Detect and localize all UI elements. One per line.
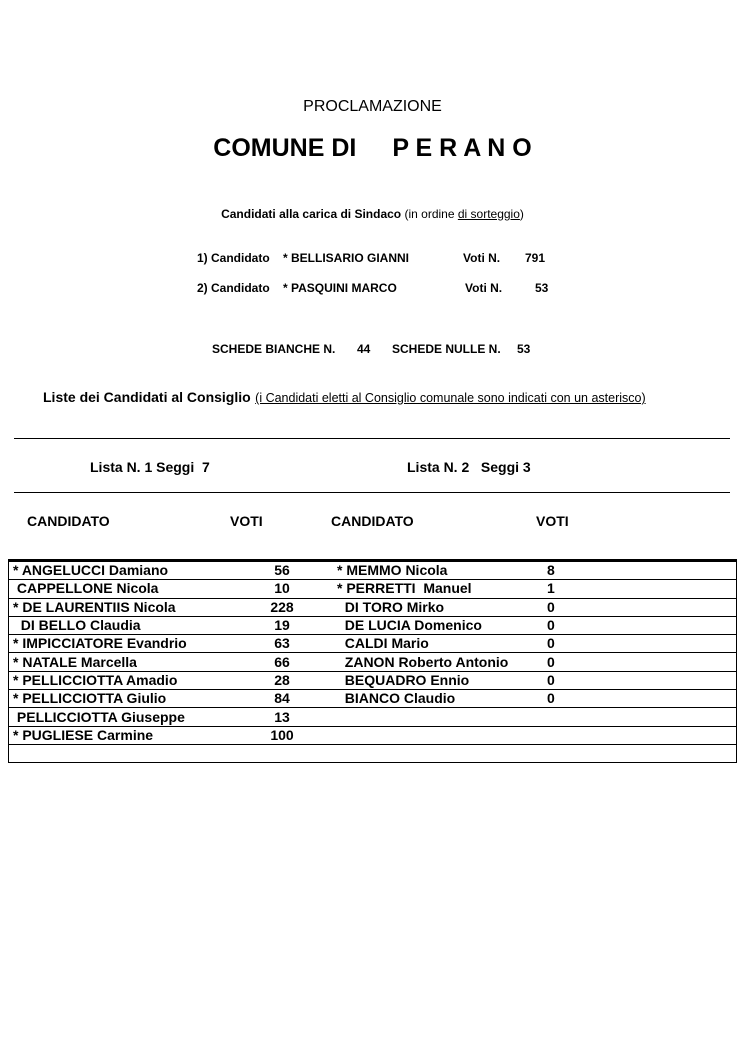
table-row (9, 744, 737, 762)
lista2-candidate-voti: 0 (547, 616, 737, 634)
comune-name: P E R A N O (392, 134, 532, 162)
column-voti-1: VOTI (230, 513, 263, 529)
consiglio-heading-note: (i Candidati eletti al Consiglio comunale sono indicati con un asterisco) (255, 391, 646, 405)
lista2-candidate-voti: 8 (547, 561, 737, 580)
consiglio-heading (43, 389, 646, 407)
lista2-candidate-name: CALDI Mario (329, 635, 547, 653)
schede-nulle-label: SCHEDE NULLE N. (392, 342, 501, 356)
lista1-candidate-voti: 84 (235, 690, 329, 708)
lista2-candidate-name: BIANCO Claudio (329, 690, 547, 708)
consiglio-heading-bold: Liste dei Candidati al Consiglio (43, 389, 251, 405)
lista1-candidate-voti: 56 (235, 561, 329, 580)
sindaco-heading-bold: Candidati alla carica di Sindaco (221, 207, 402, 221)
table-row (9, 690, 737, 708)
candidate-label: 2) Candidato (197, 281, 270, 295)
lista2-candidate-name: DI TORO Mirko (329, 598, 547, 616)
lista1-candidate-name: DI BELLO Claudia (9, 616, 236, 634)
lista2-candidate-voti: 1 (547, 580, 737, 598)
lista1-candidate-voti: 100 (235, 726, 329, 744)
sindaco-heading-paren-open: (in ordine (404, 207, 458, 221)
table-row (9, 580, 737, 598)
lista1-candidate-name: * PELLICCIOTTA Giulio (9, 690, 236, 708)
schede-nulle-value: 53 (517, 342, 531, 356)
lista1-candidate-name: * PUGLIESE Carmine (9, 726, 236, 744)
document-title: PROCLAMAZIONE (303, 98, 442, 115)
lista2-candidate-voti: 0 (547, 690, 737, 708)
sindaco-heading-underlined: di sorteggio (457, 207, 520, 221)
lista2-candidate-name: ZANON Roberto Antonio (329, 653, 547, 671)
table-row (9, 708, 737, 726)
comune-heading (0, 134, 745, 163)
candidate-voti: 791 (525, 251, 546, 265)
lista2-candidate-name (329, 744, 547, 762)
table-row (9, 561, 737, 580)
lista2-candidate-name: * PERRETTI Manuel (329, 580, 547, 598)
lista1-candidate-voti: 10 (235, 580, 329, 598)
table-row (9, 726, 737, 744)
lista2-candidate-voti: 0 (547, 653, 737, 671)
schede-bianche-value: 44 (357, 342, 371, 356)
lista1-candidate-voti (235, 744, 329, 762)
table-row (9, 671, 737, 689)
table-row (9, 653, 737, 671)
lista1-candidate-name: * DE LAURENTIIS Nicola (9, 598, 236, 616)
lista2-candidate-name: * MEMMO Nicola (329, 561, 547, 580)
lista1-candidate-name: * PELLICCIOTTA Amadio (9, 671, 236, 689)
lista1-candidate-name: PELLICCIOTTA Giuseppe (9, 708, 236, 726)
lista2-candidate-voti (547, 726, 737, 744)
sindaco-heading (0, 207, 745, 221)
results-table (8, 559, 737, 763)
lista1-candidate-voti: 19 (235, 616, 329, 634)
lista1-candidate-voti: 63 (235, 635, 329, 653)
candidate-label: 1) Candidato (197, 251, 270, 265)
lista2-candidate-voti: 0 (547, 671, 737, 689)
comune-prefix: COMUNE DI (213, 134, 357, 162)
lista2-candidate-voti: 0 (547, 598, 737, 616)
schede-bianche-label: SCHEDE BIANCHE N. (212, 342, 336, 356)
lista1-candidate-voti: 228 (235, 598, 329, 616)
lista-2-heading: Lista N. 2 Seggi 3 (407, 459, 531, 475)
lista1-candidate-name: * IMPICCIATORE Evandrio (9, 635, 236, 653)
lista1-candidate-name: * NATALE Marcella (9, 653, 236, 671)
column-candidato-2: CANDIDATO (331, 513, 414, 529)
column-candidato-1: CANDIDATO (27, 513, 110, 529)
lista2-candidate-name (329, 726, 547, 744)
lista1-candidate-voti: 13 (235, 708, 329, 726)
lista1-candidate-name: * ANGELUCCI Damiano (9, 561, 236, 580)
lista-1-heading: Lista N. 1 Seggi 7 (90, 459, 210, 475)
lista2-candidate-name (329, 708, 547, 726)
column-voti-2: VOTI (536, 513, 569, 529)
lista1-candidate-name (9, 744, 236, 762)
lista1-candidate-voti: 28 (235, 671, 329, 689)
divider-top (14, 438, 730, 439)
lista2-candidate-voti (547, 744, 737, 762)
lista1-candidate-voti: 66 (235, 653, 329, 671)
sindaco-heading-paren-close: ) (519, 207, 524, 221)
table-row (9, 616, 737, 634)
table-row (9, 635, 737, 653)
lista2-candidate-voti (547, 708, 737, 726)
lista2-candidate-name: DE LUCIA Domenico (329, 616, 547, 634)
candidate-voti-label: Voti N. (465, 281, 503, 295)
candidate-name: * PASQUINI MARCO (283, 281, 397, 295)
lista2-candidate-name: BEQUADRO Ennio (329, 671, 547, 689)
lista1-candidate-name: CAPPELLONE Nicola (9, 580, 236, 598)
candidate-voti-label: Voti N. (463, 251, 501, 265)
candidate-name: * BELLISARIO GIANNI (283, 251, 410, 265)
divider-middle (14, 492, 730, 493)
lista2-candidate-voti: 0 (547, 635, 737, 653)
table-row (9, 598, 737, 616)
candidate-voti: 53 (535, 281, 549, 295)
